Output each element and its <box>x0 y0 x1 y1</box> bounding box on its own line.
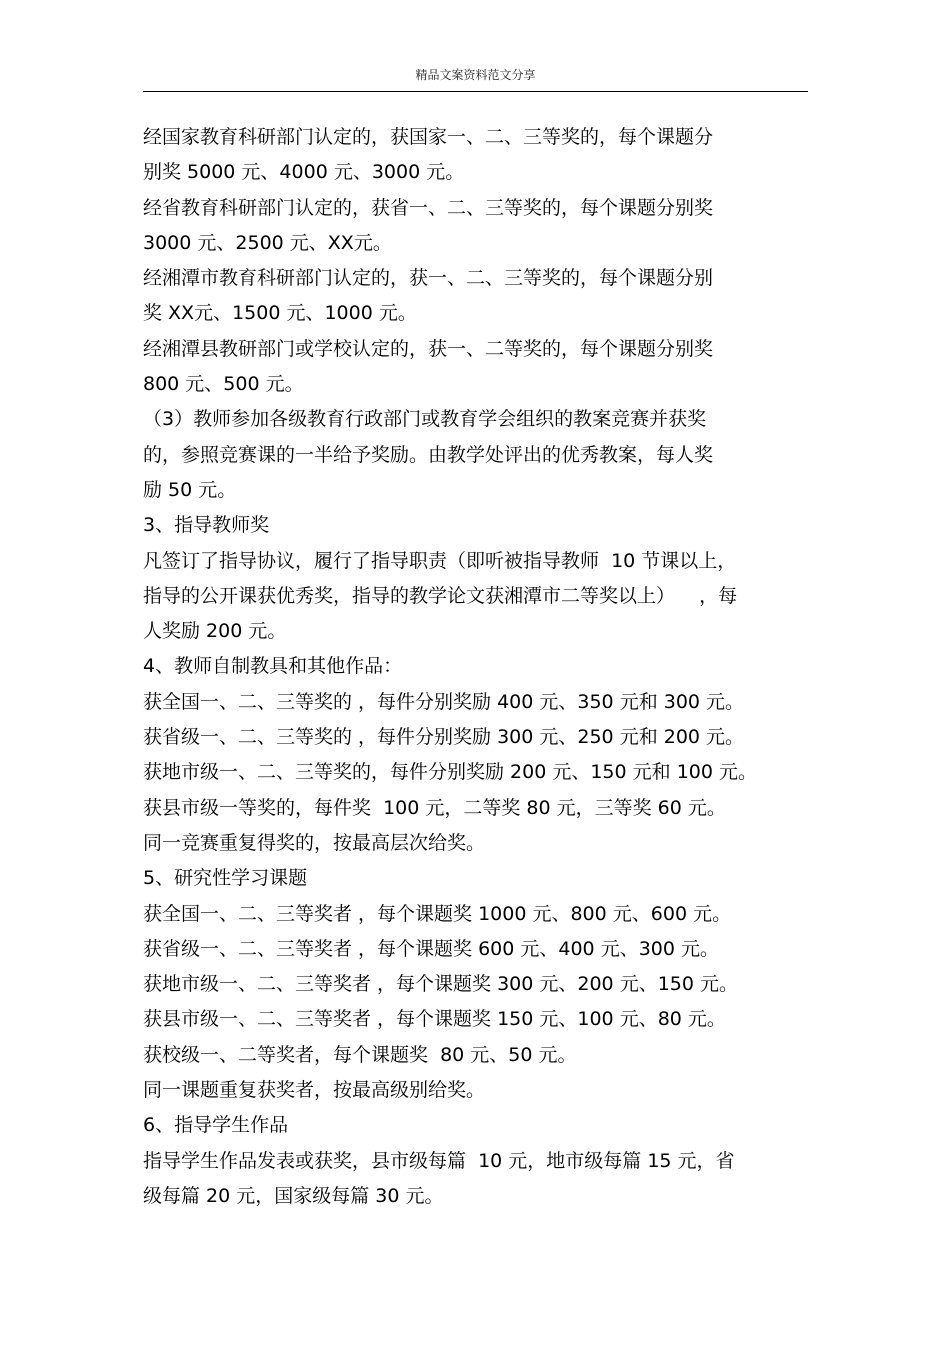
text-line: 凡签订了指导协议，履行了指导职责（即听被指导教师 10 节课以上， <box>143 549 737 572</box>
section-heading: 4、教师自制教具和其他作品： <box>143 655 403 678</box>
text-line: 获地市级一、二、三等奖的，每件分别奖励 200 元、150 元和 100 元。 <box>143 761 757 784</box>
text-line: 别奖 5000 元、4000 元、3000 元。 <box>143 161 465 184</box>
text-line: 获省级一、二、三等奖者 ，每个课题奖 600 元、400 元、300 元。 <box>143 937 719 960</box>
text-line: 经省教育科研部门认定的，获省一、二、三等奖的，每个课题分别奖 <box>143 196 714 219</box>
text-line: 获县市级一等奖的，每件奖 100 元，二等奖 80 元，三等奖 60 元。 <box>143 796 726 819</box>
text-line: 人奖励 200 元。 <box>143 620 287 643</box>
text-line: 同一课题重复获奖者，按最高级别给奖。 <box>143 1079 486 1102</box>
text-line: 3000 元、2500 元、XX元。 <box>143 231 392 254</box>
text-line: 获全国一、二、三等奖的 ，每件分别奖励 400 元、350 元和 300 元。 <box>143 690 745 713</box>
text-line: 同一竞赛重复得奖的，按最高层次给奖。 <box>143 831 486 854</box>
text-line: （3）教师参加各级教育行政部门或教育学会组织的教案竞赛并获奖 <box>143 408 707 431</box>
text-line: 励 50 元。 <box>143 478 237 501</box>
section-heading: 6、指导学生作品 <box>143 1114 289 1137</box>
text-line: 指导学生作品发表或获奖，县市级每篇 10 元，地市级每篇 15 元，省 <box>143 1149 735 1172</box>
text-line: 获县市级一、二、三等奖者 ，每个课题奖 150 元、100 元、80 元。 <box>143 1008 726 1031</box>
page-header: 精品文案资料范文分享 <box>415 68 536 82</box>
text-line: 的，参照竞赛课的一半给予奖励。由教学处评出的优秀教案，每人奖 <box>143 443 714 466</box>
document-body <box>143 120 808 1214</box>
text-line: 获地市级一、二、三等奖者 ，每个课题奖 300 元、200 元、150 元。 <box>143 973 738 996</box>
header-divider <box>143 91 808 92</box>
section-heading: 5、研究性学习课题 <box>143 867 308 890</box>
text-line: 奖 XX元、1500 元、1000 元。 <box>143 302 417 325</box>
text-line: 获省级一、二、三等奖的 ，每件分别奖励 300 元、250 元和 200 元。 <box>143 726 745 749</box>
text-line: 800 元、500 元。 <box>143 373 304 396</box>
text-line: 经湘潭县教研部门或学校认定的，获一、二等奖的，每个课题分别奖 <box>143 337 714 360</box>
text-line: 经湘潭市教育科研部门认定的，获一、二、三等奖的，每个课题分别 <box>143 267 714 290</box>
section-heading: 3、指导教师奖 <box>143 514 270 537</box>
text-line: 经国家教育科研部门认定的，获国家一、二、三等奖的，每个课题分 <box>143 126 714 148</box>
text-line: 级每篇 20 元，国家级每篇 30 元。 <box>143 1184 444 1207</box>
text-line: 获全国一、二、三等奖者 ，每个课题奖 1000 元、800 元、600 元。 <box>143 902 732 925</box>
text-line: 获校级一、二等奖者，每个课题奖 80 元、50 元。 <box>143 1043 577 1066</box>
text-line: 指导的公开课获优秀奖，指导的教学论文获湘潭市二等奖以上） ，每 <box>143 584 738 607</box>
